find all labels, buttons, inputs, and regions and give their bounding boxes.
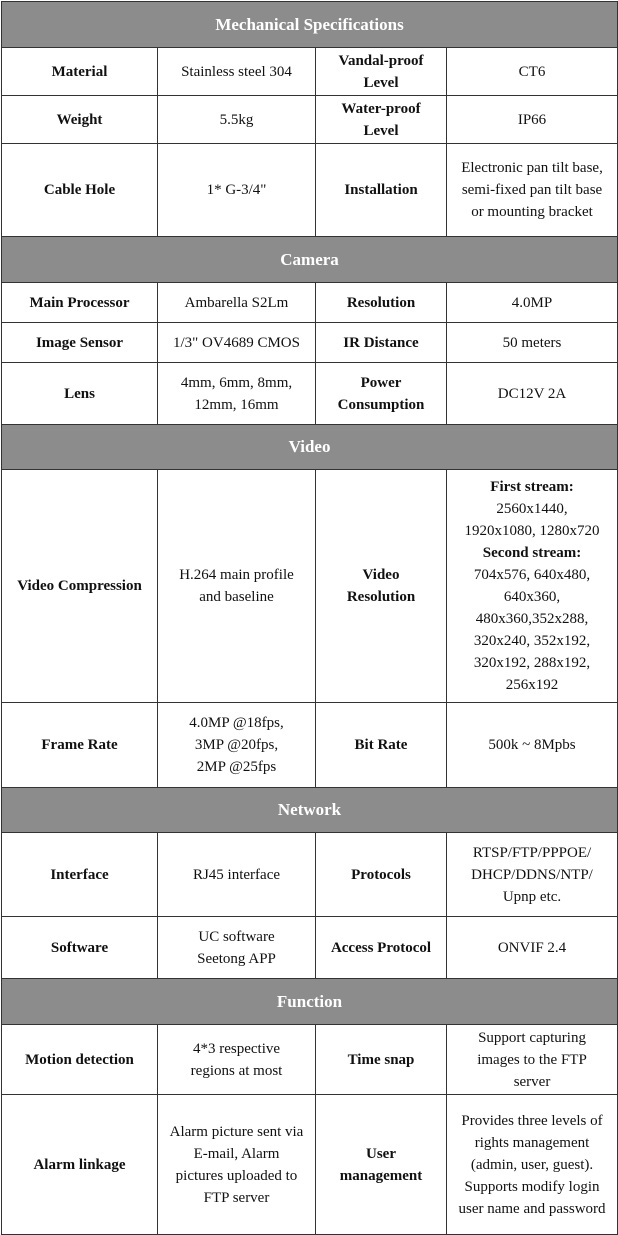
row-value: 4mm, 6mm, 8mm, 12mm, 16mm [158, 363, 316, 425]
row-label: Video Resolution [316, 470, 447, 703]
row-label: Software [2, 917, 158, 979]
row-value: 4.0MP [447, 283, 618, 323]
row-label: Alarm linkage [2, 1095, 158, 1235]
row-value: ONVIF 2.4 [447, 917, 618, 979]
section-title-network: Network [2, 788, 618, 833]
row-value: First stream: 2560x1440, 1920x1080, 1280x720 Second stream: 704x576, 640x480, 640x360, 480x360,352x288, 320x240, 352x192, 320x192, 288x192, 256x192 [447, 470, 618, 703]
row-value: 50 meters [447, 323, 618, 363]
row-value: 1* G-3/4" [158, 144, 316, 237]
table-row [2, 1095, 618, 1235]
row-label: Protocols [316, 833, 447, 917]
section-title-function: Function [2, 979, 618, 1025]
row-label: Interface [2, 833, 158, 917]
table-row [2, 363, 618, 425]
row-value: Support capturing images to the FTP server [447, 1025, 618, 1095]
row-label: Video Compression [2, 470, 158, 703]
row-value: CT6 [447, 48, 618, 96]
table-row [2, 48, 618, 96]
row-label: Power Consumption [316, 363, 447, 425]
row-value: 500k ~ 8Mpbs [447, 703, 618, 788]
section-header-row [2, 979, 618, 1025]
row-value: Ambarella S2Lm [158, 283, 316, 323]
row-value: 1/3" OV4689 CMOS [158, 323, 316, 363]
row-value: H.264 main profile and baseline [158, 470, 316, 703]
row-value: Alarm picture sent via E-mail, Alarm pictures uploaded to FTP server [158, 1095, 316, 1235]
row-value: UC software Seetong APP [158, 917, 316, 979]
first-stream-label: First stream: [490, 479, 574, 495]
section-title-camera: Camera [2, 237, 618, 283]
row-value: Provides three levels of rights management (admin, user, guest). Supports modify login user name and password [447, 1095, 618, 1235]
section-header-row [2, 788, 618, 833]
row-value: 4*3 respective regions at most [158, 1025, 316, 1095]
table-row [2, 283, 618, 323]
row-label: Cable Hole [2, 144, 158, 237]
row-value: Electronic pan tilt base, semi-fixed pan tilt base or mounting bracket [447, 144, 618, 237]
section-title-video: Video [2, 425, 618, 470]
row-label: Frame Rate [2, 703, 158, 788]
row-value: DC12V 2A [447, 363, 618, 425]
table-row [2, 323, 618, 363]
row-label: Bit Rate [316, 703, 447, 788]
row-value: 4.0MP @18fps, 3MP @20fps, 2MP @25fps [158, 703, 316, 788]
row-label: Vandal-proof Level [316, 48, 447, 96]
table-row [2, 470, 618, 703]
row-label: IR Distance [316, 323, 447, 363]
table-row [2, 917, 618, 979]
section-header-row [2, 2, 618, 48]
table-row [2, 96, 618, 144]
row-label: Access Protocol [316, 917, 447, 979]
table-row [2, 144, 618, 237]
row-label: Installation [316, 144, 447, 237]
row-value: RTSP/FTP/PPPOE/ DHCP/DDNS/NTP/ Upnp etc. [447, 833, 618, 917]
row-label: Material [2, 48, 158, 96]
row-label: Main Processor [2, 283, 158, 323]
row-label: Resolution [316, 283, 447, 323]
row-label: Motion detection [2, 1025, 158, 1095]
row-value: 5.5kg [158, 96, 316, 144]
table-row [2, 833, 618, 917]
row-value: RJ45 interface [158, 833, 316, 917]
row-label: Time snap [316, 1025, 447, 1095]
section-title-mechanical: Mechanical Specifications [2, 2, 618, 48]
specifications-table [1, 1, 618, 1235]
row-value: IP66 [447, 96, 618, 144]
row-label: Image Sensor [2, 323, 158, 363]
row-label: Weight [2, 96, 158, 144]
section-header-row [2, 425, 618, 470]
table-row [2, 1025, 618, 1095]
second-stream-label: Second stream: [482, 545, 582, 561]
row-label: Water-proof Level [316, 96, 447, 144]
row-label: User management [316, 1095, 447, 1235]
section-header-row [2, 237, 618, 283]
row-value: Stainless steel 304 [158, 48, 316, 96]
table-row [2, 703, 618, 788]
row-label: Lens [2, 363, 158, 425]
